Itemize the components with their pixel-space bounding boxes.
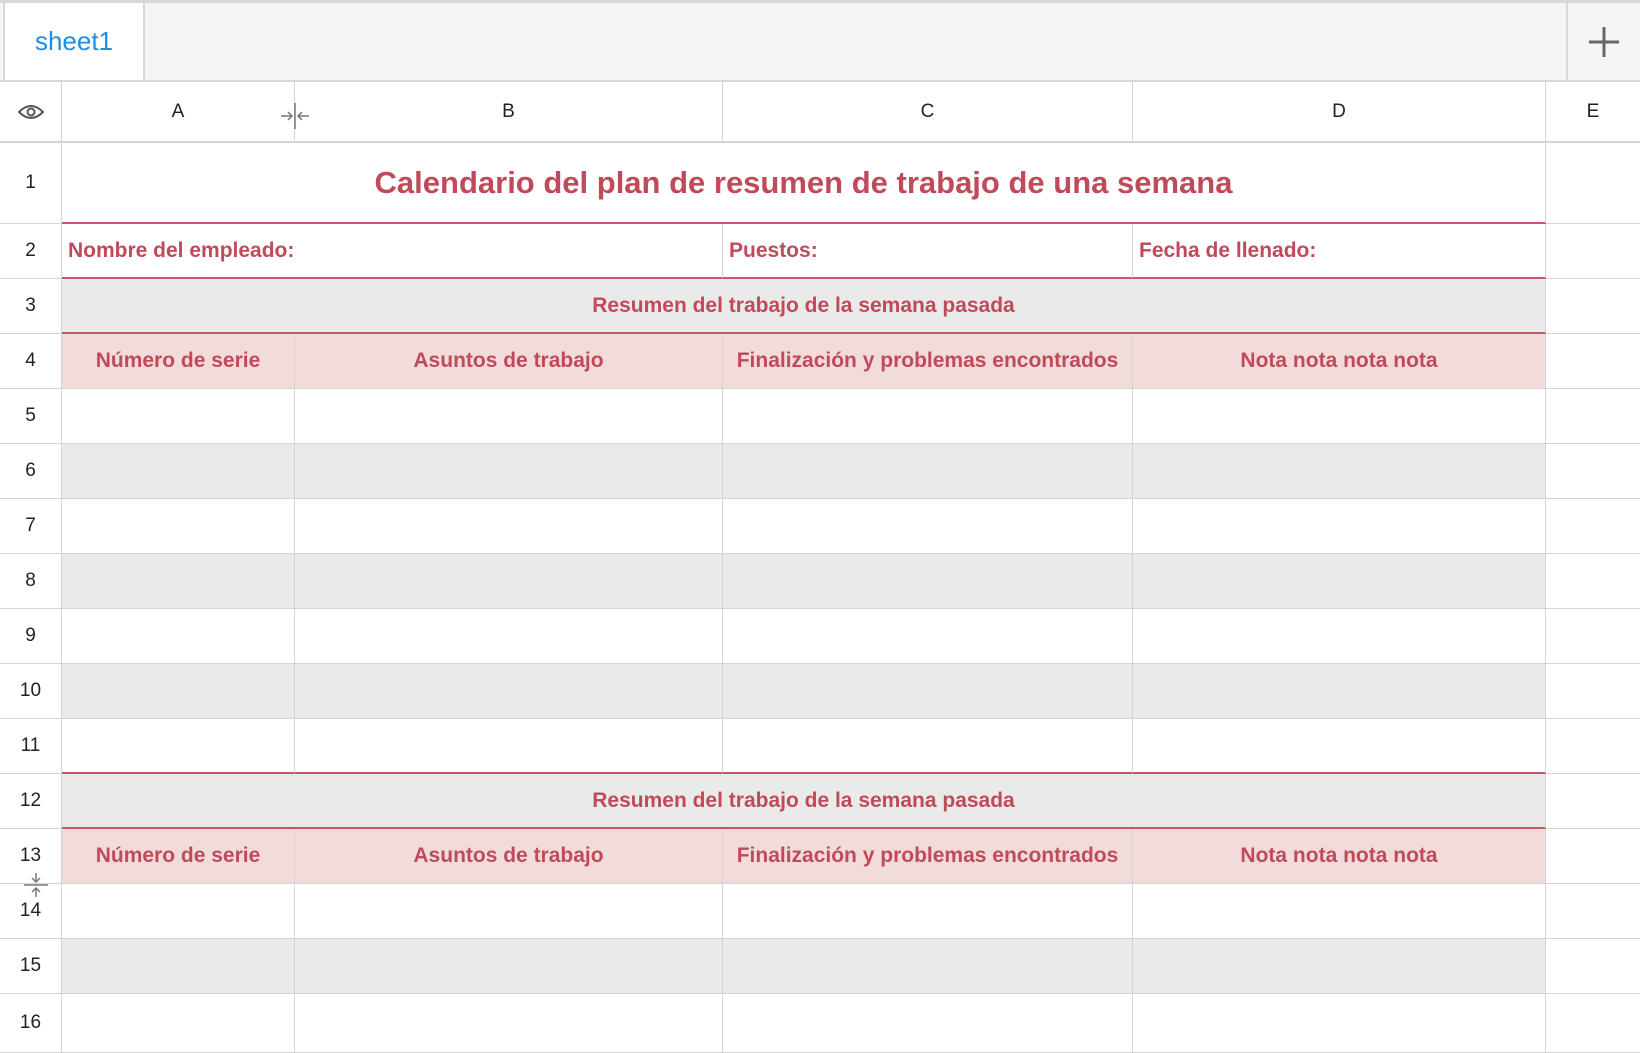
cell-c10[interactable]: [723, 664, 1133, 719]
cell-b8[interactable]: [295, 554, 723, 609]
select-all-corner[interactable]: [0, 82, 62, 143]
row-resize-icon: [23, 872, 49, 898]
row-header-10[interactable]: 10: [0, 664, 62, 719]
section-title-last-week-2[interactable]: Resumen del trabajo de la semana pasada: [62, 774, 1546, 829]
employee-name-label[interactable]: Nombre del empleado:: [62, 224, 723, 279]
plus-icon: [1587, 25, 1621, 59]
add-sheet-button[interactable]: [1566, 3, 1640, 80]
cell-b11[interactable]: [295, 719, 723, 774]
header-completion-problems-2[interactable]: Finalización y problemas encontrados: [723, 829, 1133, 884]
cell-b14[interactable]: [295, 884, 723, 939]
cell-e6[interactable]: [1546, 444, 1640, 499]
cell-c11[interactable]: [723, 719, 1133, 774]
cell-e3[interactable]: [1546, 279, 1640, 334]
cell-c9[interactable]: [723, 609, 1133, 664]
cell-d7[interactable]: [1133, 499, 1546, 554]
cell-e9[interactable]: [1546, 609, 1640, 664]
cell-e5[interactable]: [1546, 389, 1640, 444]
cell-b15[interactable]: [295, 939, 723, 994]
row-header-7[interactable]: 7: [0, 499, 62, 554]
cell-e10[interactable]: [1546, 664, 1640, 719]
cell-d16[interactable]: [1133, 994, 1546, 1053]
cell-b9[interactable]: [295, 609, 723, 664]
cell-e13[interactable]: [1546, 829, 1640, 884]
column-header-d[interactable]: D: [1133, 82, 1546, 143]
cell-a9[interactable]: [62, 609, 295, 664]
header-completion-problems[interactable]: Finalización y problemas encontrados: [723, 334, 1133, 389]
row-header-13[interactable]: 13: [0, 829, 62, 884]
row-header-8[interactable]: 8: [0, 554, 62, 609]
cell-c7[interactable]: [723, 499, 1133, 554]
cell-e12[interactable]: [1546, 774, 1640, 829]
cell-d6[interactable]: [1133, 444, 1546, 499]
cell-a8[interactable]: [62, 554, 295, 609]
cell-c5[interactable]: [723, 389, 1133, 444]
cell-d14[interactable]: [1133, 884, 1546, 939]
row-header-9[interactable]: 9: [0, 609, 62, 664]
cell-b16[interactable]: [295, 994, 723, 1053]
row-header-5[interactable]: 5: [0, 389, 62, 444]
row-header-3[interactable]: 3: [0, 279, 62, 334]
cell-e16[interactable]: [1546, 994, 1640, 1053]
cell-a5[interactable]: [62, 389, 295, 444]
header-notes-2[interactable]: Nota nota nota nota: [1133, 829, 1546, 884]
cell-e2[interactable]: [1546, 224, 1640, 279]
sheet-tab-sheet1[interactable]: sheet1: [3, 3, 145, 80]
cell-b7[interactable]: [295, 499, 723, 554]
header-work-matters[interactable]: Asuntos de trabajo: [295, 334, 723, 389]
cell-e7[interactable]: [1546, 499, 1640, 554]
cell-a14[interactable]: [62, 884, 295, 939]
cell-b6[interactable]: [295, 444, 723, 499]
column-resize-icon: [280, 102, 310, 130]
header-serial-number-2[interactable]: Número de serie: [62, 829, 295, 884]
cell-d8[interactable]: [1133, 554, 1546, 609]
row-header-12[interactable]: 12: [0, 774, 62, 829]
row-header-11[interactable]: 11: [0, 719, 62, 774]
cell-e8[interactable]: [1546, 554, 1640, 609]
cell-b10[interactable]: [295, 664, 723, 719]
row-header-15[interactable]: 15: [0, 939, 62, 994]
cell-d5[interactable]: [1133, 389, 1546, 444]
header-serial-number[interactable]: Número de serie: [62, 334, 295, 389]
cell-d11[interactable]: [1133, 719, 1546, 774]
cell-c15[interactable]: [723, 939, 1133, 994]
sheet-tab-bar: [0, 0, 1640, 82]
eye-icon[interactable]: [18, 103, 44, 121]
column-header-c[interactable]: C: [723, 82, 1133, 143]
cell-a11[interactable]: [62, 719, 295, 774]
cell-c8[interactable]: [723, 554, 1133, 609]
row-header-1[interactable]: 1: [0, 143, 62, 224]
cell-a6[interactable]: [62, 444, 295, 499]
cell-e15[interactable]: [1546, 939, 1640, 994]
cell-e14[interactable]: [1546, 884, 1640, 939]
cell-d15[interactable]: [1133, 939, 1546, 994]
row-resize-handle[interactable]: [23, 872, 49, 903]
cell-e11[interactable]: [1546, 719, 1640, 774]
cell-a7[interactable]: [62, 499, 295, 554]
column-header-b[interactable]: B: [295, 82, 723, 143]
column-resize-handle[interactable]: [280, 102, 310, 135]
row-header-16[interactable]: 16: [0, 994, 62, 1053]
position-label[interactable]: Puestos:: [723, 224, 1133, 279]
column-header-a[interactable]: A: [62, 82, 295, 143]
cell-a16[interactable]: [62, 994, 295, 1053]
cell-c14[interactable]: [723, 884, 1133, 939]
row-header-4[interactable]: 4: [0, 334, 62, 389]
row-header-14[interactable]: 14: [0, 884, 62, 939]
column-header-e[interactable]: E: [1546, 82, 1640, 143]
header-work-matters-2[interactable]: Asuntos de trabajo: [295, 829, 723, 884]
title-cell[interactable]: Calendario del plan de resumen de trabajo de una semana: [62, 143, 1546, 224]
cell-d10[interactable]: [1133, 664, 1546, 719]
row-header-6[interactable]: 6: [0, 444, 62, 499]
cell-e4[interactable]: [1546, 334, 1640, 389]
header-notes[interactable]: Nota nota nota nota: [1133, 334, 1546, 389]
cell-c6[interactable]: [723, 444, 1133, 499]
cell-e1[interactable]: [1546, 143, 1640, 224]
section-title-last-week[interactable]: Resumen del trabajo de la semana pasada: [62, 279, 1546, 334]
cell-c16[interactable]: [723, 994, 1133, 1053]
date-label[interactable]: Fecha de llenado:: [1133, 224, 1546, 279]
cell-d9[interactable]: [1133, 609, 1546, 664]
cell-b5[interactable]: [295, 389, 723, 444]
cell-a15[interactable]: [62, 939, 295, 994]
row-header-2[interactable]: 2: [0, 224, 62, 279]
cell-a10[interactable]: [62, 664, 295, 719]
